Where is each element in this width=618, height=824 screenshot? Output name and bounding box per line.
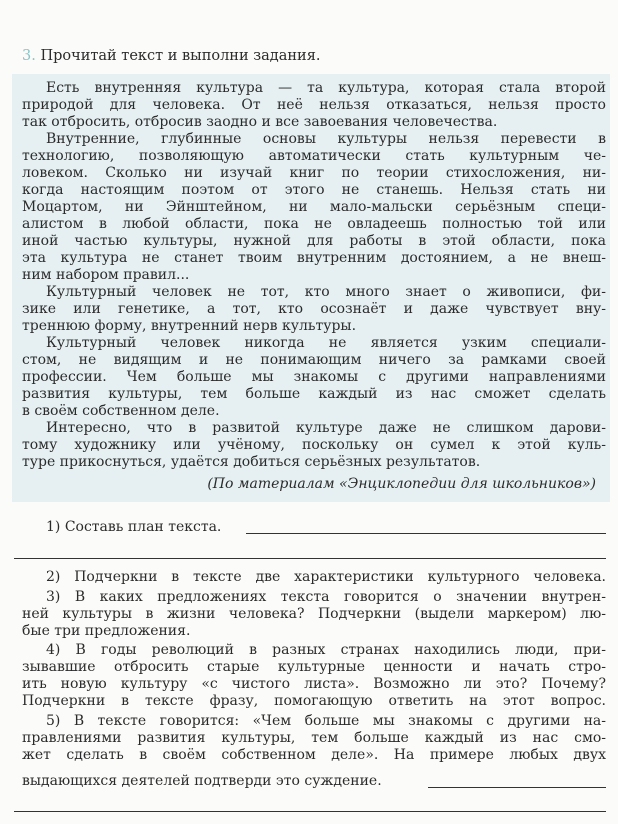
answer-line[interactable] bbox=[14, 811, 606, 812]
text-line: в своём собственном деле. bbox=[22, 403, 220, 419]
text-line: Интересно, что в развитой культуре даже не слишком дарови- bbox=[46, 420, 606, 436]
task-5-line: правлениями развития культуры, тем больше каждый из нас смо- bbox=[22, 730, 606, 746]
text-line: треннюю форму, внутренний нерв культуры. bbox=[22, 318, 357, 334]
task-4-line: 4) В годы революций в разных странах находились люди, при- bbox=[46, 642, 606, 658]
text-line: иной частью культуры, нужной для работы в этой области, пока bbox=[22, 233, 606, 249]
text-line: туре прикоснуться, удаётся добиться серьёзных результатов. bbox=[22, 454, 481, 470]
answer-line[interactable] bbox=[428, 787, 606, 788]
text-line: ним набором правил... bbox=[22, 267, 190, 283]
text-line: тому художнику или учёному, поскольку он сумел к этой куль- bbox=[22, 437, 606, 453]
task-3-line: ней культуры в жизни человека? Подчеркни (выдели маркером) лю- bbox=[22, 606, 606, 622]
exercise-title bbox=[22, 48, 320, 64]
text-line: Культурный человек никогда не является узким специали- bbox=[46, 335, 606, 351]
source-attribution: (По материалам «Энциклопедии для школьников») bbox=[207, 476, 596, 492]
text-line: зике или генетике, а тот, кто осознаёт и даже чувствует вну- bbox=[22, 301, 606, 317]
exercise-instruction: Прочитай текст и выполни задания. bbox=[40, 48, 321, 64]
answer-line[interactable] bbox=[246, 533, 606, 534]
task-3-line: 3) В каких предложениях текста говорится о значении внутрен- bbox=[46, 589, 606, 605]
task-2: 2) Подчеркни в тексте две характеристики культурного человека. bbox=[46, 569, 606, 585]
text-line: природой для человека. От неё нельзя отказаться, нельзя просто bbox=[22, 97, 606, 113]
task-4-line: Подчеркни в тексте фразу, помогающую ответить на этот вопрос. bbox=[22, 693, 606, 709]
task-5-line: выдающихся деятелей подтверди это суждение. bbox=[22, 773, 382, 789]
text-line: технологию, позволяющую автоматически стать культурным че- bbox=[22, 148, 606, 164]
text-line: так отбросить, отбросив заодно и все завоевания человечества. bbox=[22, 114, 498, 130]
task-3-line: бые три предложения. bbox=[22, 623, 191, 639]
text-line: ловеком. Сколько ни изучай книг по теории стихосложения, ни- bbox=[22, 165, 606, 181]
answer-line[interactable] bbox=[14, 558, 606, 559]
task-5-line: жет сделать в своём собственном деле». На примере любых двух bbox=[22, 747, 606, 763]
text-line: профессии. Чем больше мы знакомы с другими направлениями bbox=[22, 369, 606, 385]
text-line: эта культура не станет твоим внутренним достоянием, а не внеш- bbox=[22, 250, 606, 266]
text-line: Культурный человек не тот, кто много знает о живописи, фи- bbox=[46, 284, 606, 300]
text-line: Есть внутренняя культура — та культура, которая стала второй bbox=[46, 80, 606, 96]
text-line: алистом в любой области, пока не овладеешь полностью той или bbox=[22, 216, 606, 232]
text-line: Моцартом, ни Эйнштейном, ни мало-мальски серьёзным специ- bbox=[22, 199, 606, 215]
text-line: Внутренние, глубинные основы культуры нельзя перевести в bbox=[46, 131, 606, 147]
task-5-line: 5) В тексте говорится: «Чем больше мы знакомы с другими на- bbox=[46, 713, 606, 729]
exercise-number: 3. bbox=[22, 48, 36, 64]
text-line: когда настоящим поэтом от этого не станешь. Нельзя стать ни bbox=[22, 182, 606, 198]
task-4-line: ить новую культуру «с чистого листа». Возможно ли это? Почему? bbox=[22, 676, 606, 692]
task-4-line: зывавшие отбросить старые культурные ценности и начать стро- bbox=[22, 659, 606, 675]
text-line: развития культуры, тем больше каждый из нас сможет сделать bbox=[22, 386, 606, 402]
task-1: 1) Составь план текста. bbox=[46, 519, 222, 535]
text-line: стом, не видящим и не понимающим ничего за рамками своей bbox=[22, 352, 606, 368]
